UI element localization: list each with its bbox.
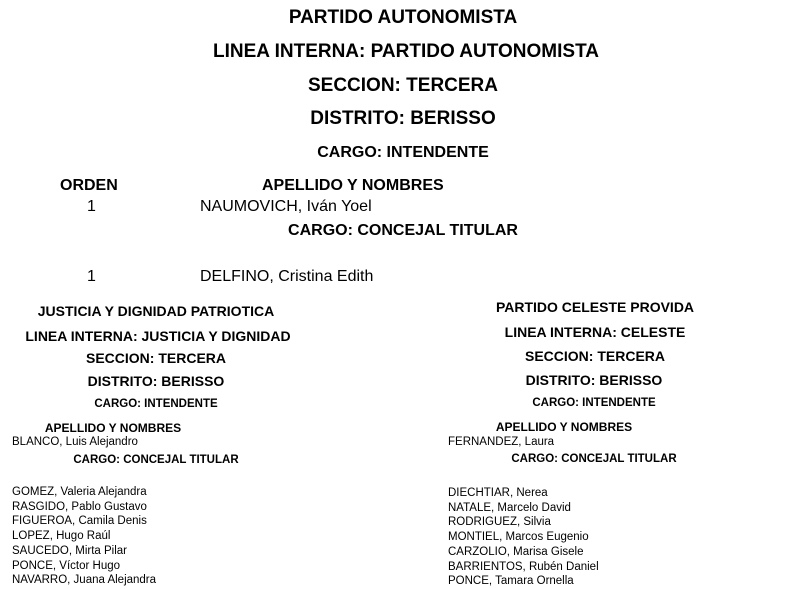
right-distrito: DISTRITO: BERISSO	[525, 372, 663, 388]
left-linea-interna: LINEA INTERNA: JUSTICIA Y DIGNIDAD	[25, 328, 291, 344]
list-item: BARRIENTOS, Rubén Daniel	[448, 560, 599, 573]
intendente-orden: 1	[87, 198, 96, 215]
distrito: DISTRITO: BERISSO	[310, 108, 496, 129]
list-item: NATALE, Marcelo David	[448, 501, 571, 514]
list-item: MONTIEL, Marcos Eugenio	[448, 531, 589, 544]
right-linea-interna: LINEA INTERNA: CELESTE	[504, 324, 686, 340]
seccion: SECCION: TERCERA	[307, 75, 499, 96]
header-nombres: APELLIDO Y NOMBRES	[262, 177, 444, 194]
left-seccion: SECCION: TERCERA	[85, 350, 227, 366]
list-item: CARZOLIO, Marisa Gisele	[448, 545, 584, 558]
right-cargo-concejal: CARGO: CONCEJAL TITULAR	[511, 453, 677, 465]
left-distrito: DISTRITO: BERISSO	[87, 373, 225, 389]
concejal-orden: 1	[87, 268, 96, 285]
cargo-concejal: CARGO: CONCEJAL TITULAR	[288, 222, 518, 239]
left-intendente-name: BLANCO, Luis Alejandro	[12, 436, 138, 448]
linea-interna: LINEA INTERNA: PARTIDO AUTONOMISTA	[213, 41, 599, 62]
left-header-nombres: APELLIDO Y NOMBRES	[44, 421, 182, 435]
list-item: FIGUEROA, Camila Denis	[12, 515, 147, 528]
party-title: PARTIDO AUTONOMISTA	[288, 7, 518, 28]
list-item: DIECHTIAR, Nerea	[448, 487, 548, 499]
right-seccion: SECCION: TERCERA	[524, 348, 666, 364]
list-item: NAVARRO, Juana Alejandra	[12, 574, 157, 587]
right-party-title: PARTIDO CELESTE PROVIDA	[495, 299, 695, 315]
list-item: RODRIGUEZ, Silvia	[448, 516, 551, 529]
list-item: PONCE, Víctor Hugo	[12, 559, 121, 572]
right-header-nombres: APELLIDO Y NOMBRES	[495, 420, 633, 434]
left-concejales-list	[12, 485, 156, 588]
concejal-name: DELFINO, Cristina Edith	[200, 268, 374, 285]
list-item: PONCE, Tamara Ornella	[448, 575, 574, 588]
list-item: SAUCEDO, Mirta Pilar	[12, 544, 128, 557]
cargo-intendente: CARGO: INTENDENTE	[317, 144, 489, 161]
right-intendente-name: FERNANDEZ, Laura	[448, 436, 555, 448]
list-item: RASGIDO, Pablo Gustavo	[12, 500, 147, 513]
list-item: LOPEZ, Hugo Raúl	[12, 530, 111, 543]
left-cargo-concejal: CARGO: CONCEJAL TITULAR	[73, 454, 239, 466]
intendente-name: NAUMOVICH, Iván Yoel	[200, 198, 372, 215]
left-cargo-intendente: CARGO: INTENDENTE	[94, 398, 218, 410]
right-concejales-list	[448, 486, 599, 589]
right-cargo-intendente: CARGO: INTENDENTE	[532, 397, 656, 409]
list-item: GOMEZ, Valeria Alejandra	[12, 486, 147, 498]
left-party-title: JUSTICIA Y DIGNIDAD PATRIOTICA	[37, 303, 275, 319]
header-orden: ORDEN	[60, 177, 118, 194]
